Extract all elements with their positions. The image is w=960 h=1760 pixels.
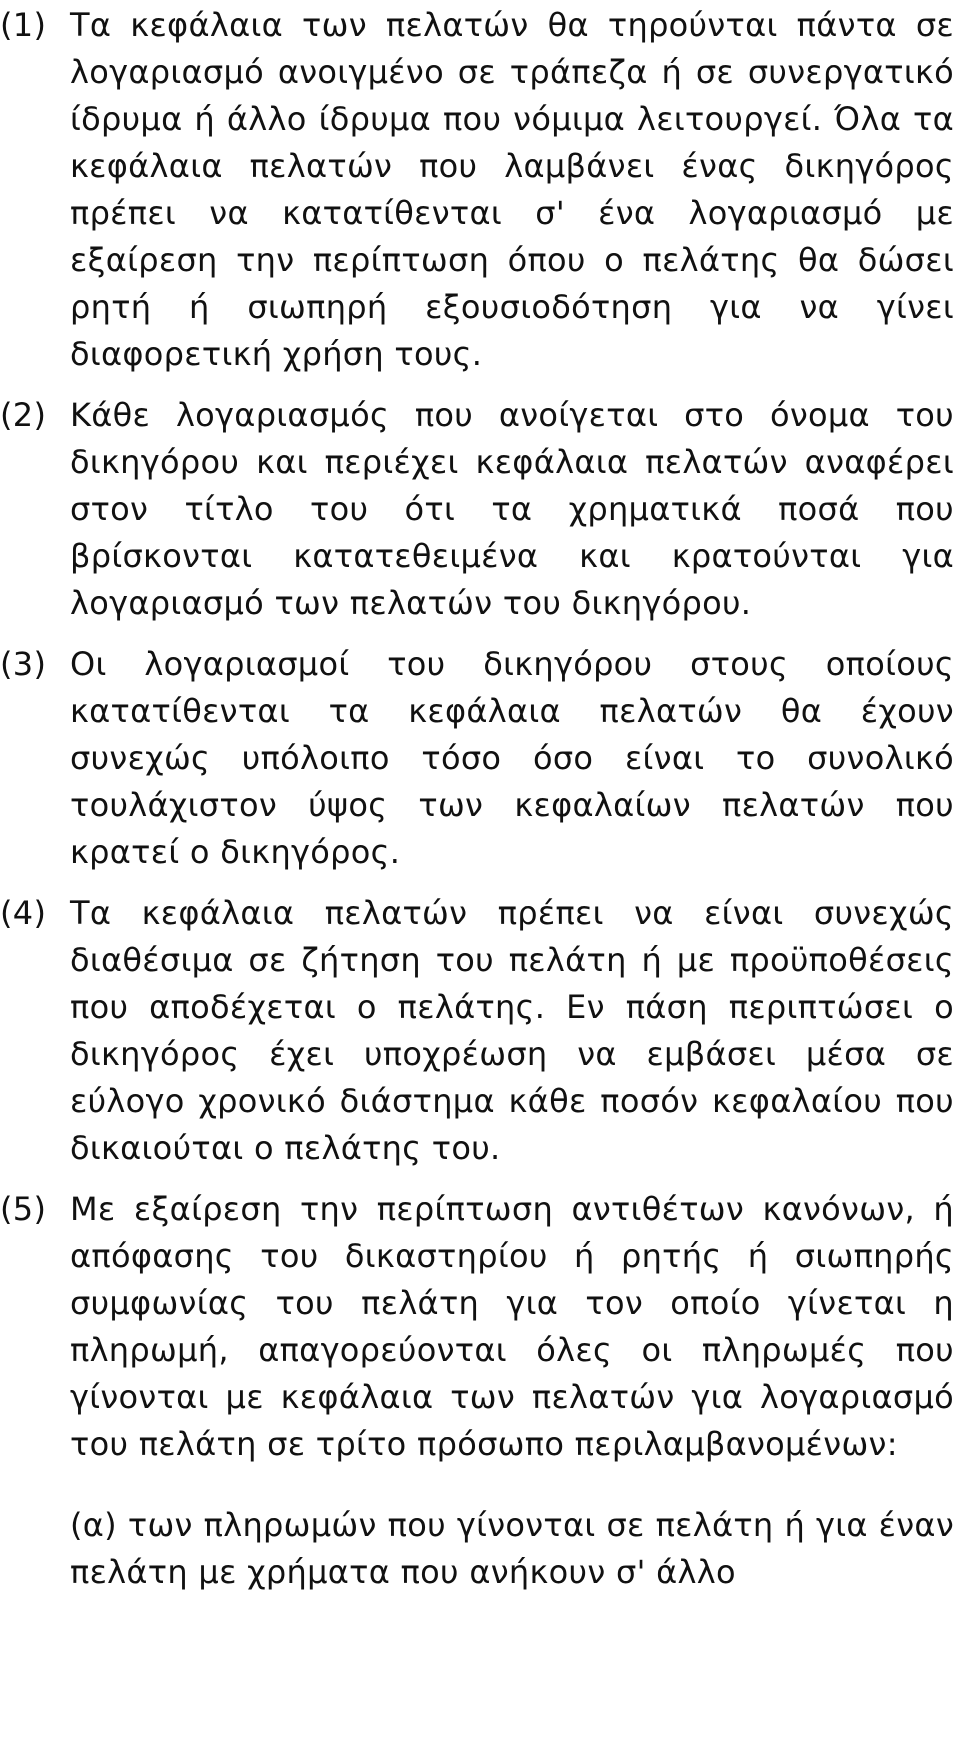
subparagraph-a: (α) των πληρωμών που γίνονται σε πελάτη ή για έναν πελάτη με χρήματα που ανήκουν σ' άλλο <box>70 1506 954 1591</box>
paragraph-text: Τα κεφάλαια των πελατών θα τηρούνται πάντα σε λογαριασμό ανοιγμένο σε τράπεζα ή σε συνεργατικό ίδρυμα ή άλλο ίδρυμα που νόμιμα λειτουργεί. Όλα τα κεφάλαια πελατών που λαμβάνει ένας δικηγόρος πρέπει να κατατίθενται σ' ένα λογαριασμό με εξαίρεση την περίπτωση όπου ο πελάτης θα δώσει ρητή ή σιωπηρή εξουσιοδότηση για να γίνει διαφορετική χρήση τους. <box>70 6 954 373</box>
paragraph-text: Οι λογαριασμοί του δικηγόρου στους οποίους κατατίθενται τα κεφάλαια πελατών θα έχουν συνεχώς υπόλοιπο τόσο όσο είναι το συνολικό τουλάχιστον ύψος των κεφαλαίων πελατών που κρατεί ο δικηγόρος. <box>70 645 954 871</box>
paragraph-number: (4) <box>0 894 47 932</box>
paragraph-text: Κάθε λογαριασμός που ανοίγεται στο όνομα του δικηγόρου και περιέχει κεφάλαια πελατών αναφέρει στον τίτλο του ότι τα χρηματικά ποσά που βρίσκονται κατατεθειμένα και κρατούνται για λογαριασμό των πελατών του δικηγόρου. <box>70 396 954 622</box>
paragraph-5 <box>0 1186 954 1468</box>
paragraph-1 <box>0 2 954 378</box>
paragraph-number: (5) <box>0 1190 47 1228</box>
paragraph-3 <box>0 641 954 876</box>
paragraph-text: Με εξαίρεση την περίπτωση αντιθέτων κανόνων, ή απόφασης του δικαστηρίου ή ρητής ή σιωπηρής συμφωνίας του πελάτη για τον οποίο γίνεται η πληρωμή, απαγορεύονται όλες οι πληρωμές που γίνονται με κεφάλαια των πελατών για λογαριασμό του πελάτη σε τρίτο πρόσωπο περιλαμβανομένων: <box>70 1190 954 1463</box>
paragraph-number: (3) <box>0 645 47 683</box>
paragraph-text: Τα κεφάλαια πελατών πρέπει να είναι συνεχώς διαθέσιμα σε ζήτηση του πελάτη ή με προϋποθέσεις που αποδέχεται ο πελάτης. Εν πάση περιπτώσει ο δικηγόρος έχει υποχρέωση να εμβάσει μέσα σε εύλογο χρονικό διάστημα κάθε ποσόν κεφαλαίου που δικαιούται ο πελάτης του. <box>70 894 954 1167</box>
paragraph-4 <box>0 890 954 1172</box>
paragraph-2 <box>0 392 954 627</box>
paragraph-number: (2) <box>0 396 47 434</box>
paragraph-number: (1) <box>0 6 47 44</box>
